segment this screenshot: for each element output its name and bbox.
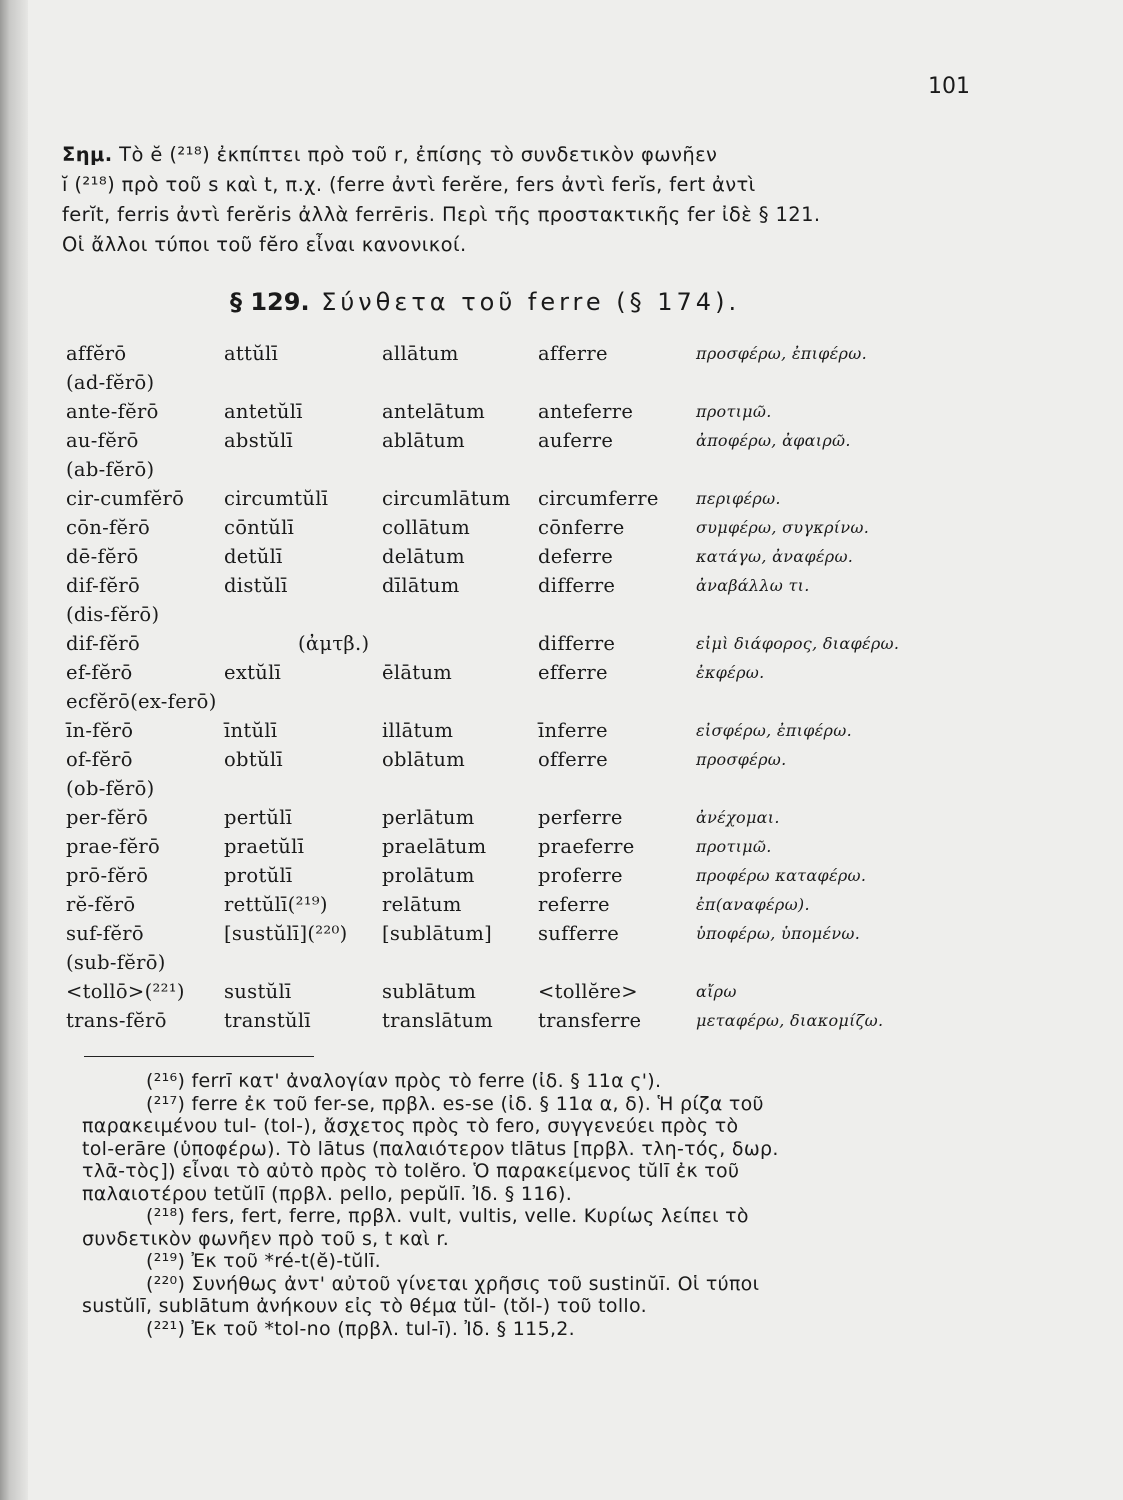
cell-c5: ἀναβάλλω τι.	[696, 576, 810, 595]
cell-c5: προσφέρω, ἐπιφέρω.	[696, 344, 867, 363]
cell-c2: detŭlī	[224, 545, 283, 568]
cell-c1: (ob-fĕrō)	[66, 777, 155, 800]
cell-c2: praetŭlī	[224, 835, 305, 858]
cell-c1: prae-fĕrō	[66, 835, 161, 858]
cell-c1: rĕ-fĕrō	[66, 893, 136, 916]
cell-c1: (ab-fĕrō)	[66, 458, 155, 481]
cell-c5: ἀνέχομαι.	[696, 808, 780, 827]
cell-c1: (ad-fĕrō)	[66, 371, 155, 394]
cell-c3: circumlātum	[382, 487, 511, 510]
table-row	[66, 516, 966, 545]
page-number: 101	[928, 74, 970, 99]
cell-c1: suf-fĕrō	[66, 922, 144, 945]
cell-c5: ἐπ(αναφέρω).	[696, 895, 810, 914]
cell-note: (ἀμτβ.)	[298, 632, 370, 655]
footnote-rule	[84, 1056, 314, 1057]
cell-c5: προσφέρω.	[696, 750, 787, 769]
cell-c3: praelātum	[382, 835, 487, 858]
footnote-line: tol-erāre (ὑποφέρω). Τὸ lātus (παλαιότερον tlātus [πρβλ. τλη-τός, δωρ.	[82, 1137, 779, 1160]
cell-c3: oblātum	[382, 748, 466, 771]
cell-c3: sublātum	[382, 980, 477, 1003]
cell-c4: circumferre	[538, 487, 659, 510]
cell-c4: offerre	[538, 748, 608, 771]
cell-c1: prō-fĕrō	[66, 864, 149, 887]
cell-c5: προτιμῶ.	[696, 402, 772, 421]
cell-c3: translātum	[382, 1009, 494, 1032]
footnote-line: sustŭlī, sublātum ἀνήκουν εἰς τὸ θέμα tŭl- (tŏl-) τοῦ tollo.	[82, 1295, 647, 1317]
cell-c2: circumtŭlī	[224, 487, 329, 510]
cell-c4: auferre	[538, 429, 614, 452]
cell-c1: per-fĕrō	[66, 806, 149, 829]
cell-c3: collātum	[382, 516, 471, 539]
cell-c3: allātum	[382, 342, 459, 365]
footnote-line: (²²¹) Ἐκ τοῦ *tol-no (πρβλ. tul-ī). Ἰδ. § 115,2.	[146, 1317, 576, 1340]
footnote-line: τλᾱ-τὸς]) εἶναι τὸ αὐτὸ πρὸς τὸ tolĕro. Ὁ παρακείμενος tŭlī ἐκ τοῦ	[82, 1160, 740, 1182]
cell-c3: ablātum	[382, 429, 465, 452]
note-paragraph	[62, 140, 962, 260]
cell-c2: extŭlī	[224, 661, 282, 684]
cell-c1: au-fĕrō	[66, 429, 139, 452]
cell-c1: of-fĕrō	[66, 748, 133, 771]
cell-c5: εἰμὶ διάφορος, διαφέρω.	[696, 634, 900, 653]
cell-c2: īntŭlī	[224, 719, 278, 742]
cell-c2: pertŭlī	[224, 806, 293, 829]
footnote-line: (²¹⁷) ferre ἐκ τοῦ fer-se, πρβλ. es-se (ἰδ. § 11α α, δ). Ἡ ρίζα τοῦ	[146, 1092, 764, 1115]
cell-c3: ēlātum	[382, 661, 453, 684]
cell-c5: μεταφέρω, διακομίζω.	[696, 1011, 884, 1030]
note-line: ĭ (²¹⁸) πρὸ τοῦ s καὶ t, π.χ. (ferre ἀντὶ ferĕre, fers ἀντὶ ferĭs, fert ἀντὶ	[62, 173, 756, 196]
table-row	[66, 487, 966, 516]
cell-c1: ante-fĕrō	[66, 400, 159, 423]
table-row	[66, 342, 966, 371]
cell-c1: cir-cumfĕrō	[66, 487, 185, 510]
cell-c4: referre	[538, 893, 610, 916]
cell-c1: ecfĕrō(ex-ferō)	[66, 690, 217, 713]
table-row	[66, 429, 966, 458]
table-row	[66, 806, 966, 835]
cell-c5: ὑποφέρω, ὑπομένω.	[696, 924, 861, 943]
footnotes	[82, 1070, 982, 1340]
table-row	[66, 748, 966, 777]
note-line: Οἱ ἄλλοι τύποι τοῦ fĕro εἶναι κανονικοί.	[62, 233, 467, 256]
footnote-line: συνδετικὸν φωνῆεν πρὸ τοῦ s, t καὶ r.	[82, 1227, 450, 1250]
cell-c4: <tollĕre>	[538, 980, 638, 1003]
cell-c2: rettŭlī(²¹⁹)	[224, 893, 328, 916]
note-line: ferĭt, ferris ἀντὶ ferĕris ἀλλὰ ferrēris. Περὶ τῆς προστακτικῆς fer ἰδὲ § 121.	[62, 203, 821, 226]
cell-c2: cōntŭlī	[224, 516, 295, 539]
cell-c5: συμφέρω, συγκρίνω.	[696, 518, 870, 537]
section-heading	[230, 288, 740, 316]
cell-c5: προφέρω καταφέρω.	[696, 866, 867, 885]
footnote-line: (²¹⁶) ferrī κατ' ἀναλογίαν πρὸς τὸ ferre (ἰδ. § 11α ς').	[146, 1070, 662, 1092]
cell-c3: antelātum	[382, 400, 486, 423]
cell-c2: antetŭlī	[224, 400, 303, 423]
table-row	[66, 980, 966, 1009]
cell-c1: dē-fĕrō	[66, 545, 139, 568]
cell-c1: īn-fĕrō	[66, 719, 134, 742]
cell-c1: (dis-fĕrō)	[66, 603, 160, 626]
table-row	[66, 719, 966, 748]
cell-c1: dif-fĕrō	[66, 574, 141, 597]
section-title: Σύνθετα τοῦ ferre (§ 174).	[321, 288, 741, 316]
cell-c4: anteferre	[538, 400, 634, 423]
cell-c4: cōnferre	[538, 516, 625, 539]
table-row	[66, 922, 966, 951]
cell-c2: obtŭlī	[224, 748, 283, 771]
table-row	[66, 458, 966, 487]
cell-c1: (sub-fĕrō)	[66, 951, 166, 974]
footnote-line: παλαιοτέρου tetŭlī (πρβλ. pello, pepŭlī. Ἰδ. § 116).	[82, 1182, 573, 1205]
cell-c4: proferre	[538, 864, 623, 887]
cell-c2: distŭlī	[224, 574, 288, 597]
cell-c2: sustŭlī	[224, 980, 292, 1003]
note-text: Τὸ ĕ (²¹⁸) ἐκπίπτει πρὸ τοῦ r, ἐπίσης τὸ συνδετικὸν φωνῆεν	[119, 143, 718, 166]
cell-c4: efferre	[538, 661, 608, 684]
cell-c3: [sublātum]	[382, 922, 493, 945]
table-row	[66, 603, 966, 632]
table-row	[66, 864, 966, 893]
cell-c3: prolātum	[382, 864, 475, 887]
cell-c4: afferre	[538, 342, 608, 365]
cell-c5: ἀποφέρω, ἀφαιρῶ.	[696, 431, 851, 450]
cell-c3: delātum	[382, 545, 465, 568]
cell-c4: perferre	[538, 806, 623, 829]
cell-c5: προτιμῶ.	[696, 837, 772, 856]
cell-c1: dif-fĕrō	[66, 632, 141, 655]
cell-c5: αἴρω	[696, 982, 737, 1001]
cell-c2: abstŭlī	[224, 429, 294, 452]
cell-c3: illātum	[382, 719, 454, 742]
cell-c4: praeferre	[538, 835, 635, 858]
cell-c4: īnferre	[538, 719, 608, 742]
book-spine-shadow	[0, 0, 28, 1500]
cell-c4: differre	[538, 632, 616, 655]
table-row	[66, 371, 966, 400]
footnote-line: (²¹⁸) fers, fert, ferre, πρβλ. vult, vultis, velle. Κυρίως λείπει τὸ	[146, 1205, 749, 1227]
cell-c4: transferre	[538, 1009, 642, 1032]
cell-c2: protŭlī	[224, 864, 293, 887]
cell-c1: <tollō>(²²¹)	[66, 980, 185, 1003]
cell-c2: [sustŭlī](²²⁰)	[224, 922, 348, 945]
table-row	[66, 661, 966, 690]
cell-c4: sufferre	[538, 922, 620, 945]
table-row	[66, 835, 966, 864]
cell-c2: attŭlī	[224, 342, 279, 365]
table-row	[66, 951, 966, 980]
cell-c5: περιφέρω.	[696, 489, 781, 508]
cell-c2: transtŭlī	[224, 1009, 311, 1032]
cell-c5: εἰσφέρω, ἐπιφέρω.	[696, 721, 852, 740]
cell-c4: differre	[538, 574, 616, 597]
cell-c3: dīlātum	[382, 574, 460, 597]
note-label: Σημ.	[62, 143, 113, 166]
cell-c5: κατάγω, ἀναφέρω.	[696, 547, 854, 566]
table-row	[66, 777, 966, 806]
table-row	[66, 545, 966, 574]
footnote-line: (²²⁰) Συνήθως ἀντ' αὐτοῦ γίνεται χρῆσις τοῦ sustinŭī. Οἱ τύποι	[146, 1272, 760, 1295]
cell-c3: relātum	[382, 893, 462, 916]
footnote-line: παρακειμένου tul- (tol-), ἄσχετος πρὸς τὸ fero, συγγενεύει πρὸς τὸ	[82, 1115, 739, 1137]
footnote-line: (²¹⁹) Ἐκ τοῦ *ré-t(ĕ)-tŭlī.	[146, 1250, 382, 1272]
cell-c1: trans-fĕrō	[66, 1009, 167, 1032]
table-row	[66, 632, 966, 661]
table-row	[66, 574, 966, 603]
compounds-table	[66, 342, 966, 1038]
cell-c3: perlātum	[382, 806, 475, 829]
table-row	[66, 690, 966, 719]
table-row	[66, 893, 966, 922]
cell-c5: ἐκφέρω.	[696, 663, 765, 682]
cell-c1: cōn-fĕrō	[66, 516, 151, 539]
note-line	[62, 140, 962, 170]
table-row	[66, 400, 966, 429]
cell-c1: ef-fĕrō	[66, 661, 133, 684]
table-row	[66, 1009, 966, 1038]
cell-c1: affĕrō	[66, 342, 127, 365]
cell-c4: deferre	[538, 545, 614, 568]
section-number: § 129.	[230, 288, 310, 316]
